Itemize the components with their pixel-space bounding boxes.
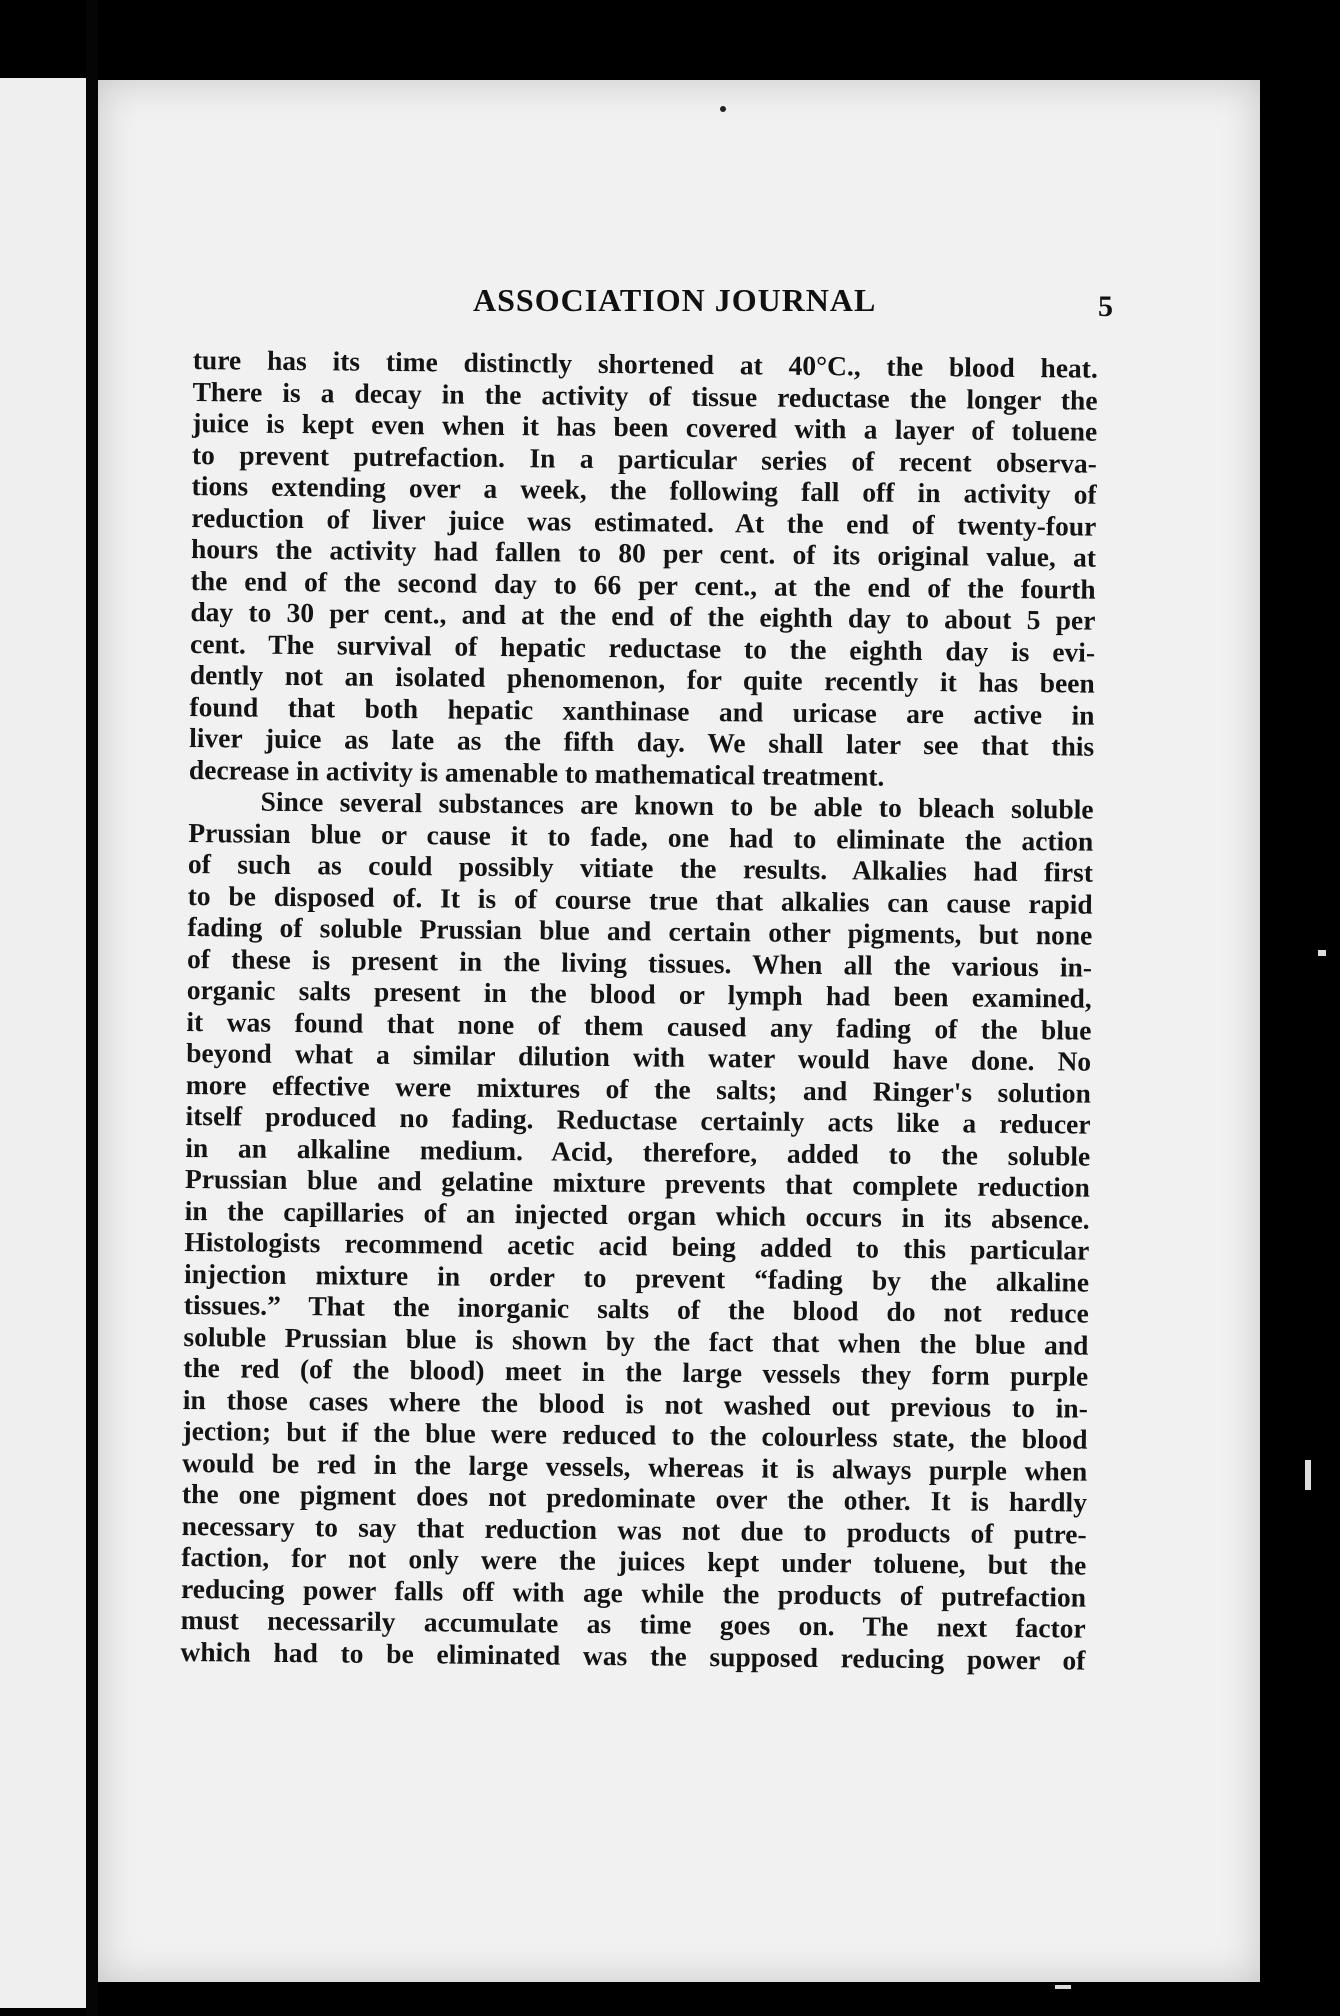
text-line: must necessarily accumulate as time goes on. The next factor [180, 1603, 1086, 1644]
text-line: of such as could possibly vitiate the results. Alkalies had first [187, 847, 1094, 888]
text-line: There is a decay in the activity of tissue reductase the longer the [192, 375, 1098, 416]
text-line: of these is present in the living tissues. When all the various in- [186, 942, 1093, 983]
ink-dot [720, 106, 726, 112]
facing-page-edge [0, 78, 86, 2008]
text-line: injection mixture in order to prevent “fading by the alkaline [183, 1257, 1090, 1298]
text-line: more effective were mixtures of the salts; and Ringer's solution [185, 1068, 1092, 1109]
text-line: Since several substances are known to be able to bleach soluble [260, 785, 1094, 825]
scan-speck [1055, 1985, 1071, 1989]
running-head [98, 282, 1260, 332]
text-line: would be red in the large vessels, whereas it is always purple when [182, 1446, 1088, 1487]
text-line: to be disposed of. It is of course true that alkalies can cause rapid [187, 879, 1093, 920]
text-line: in those cases where the blood is not washed out previous to in- [182, 1383, 1088, 1424]
text-line: the red (of the blood) meet in the large vessels they form purple [183, 1351, 1089, 1392]
text-line: faction, for not only were the juices kept under toluene, but the [181, 1540, 1087, 1581]
text-line: juice is kept even when it has been covered with a layer of toluene [192, 406, 1098, 447]
text-line: found that both hepatic xanthinase and uricase are active in [189, 690, 1095, 731]
text-line: the one pigment does not predominate over the other. It is hardly [181, 1477, 1088, 1518]
text-line: soluble Prussian blue is shown by the fact that when the blue and [183, 1320, 1089, 1361]
text-line: tissues.” That the inorganic salts of the blood do not reduce [183, 1288, 1089, 1329]
text-line: day to 30 per cent., and at the end of the eighth day to about 5 per [190, 595, 1096, 636]
text-line: cent. The survival of hepatic reductase to the eighth day is evi- [189, 627, 1096, 668]
journal-page [98, 80, 1260, 1982]
text-line: reduction of liver juice was estimated. At the end of twenty-four [191, 501, 1097, 542]
text-line: decrease in activity is amenable to mathematical treatment. [188, 753, 885, 792]
text-line: in the capillaries of an injected organ which occurs in its absence. [184, 1194, 1090, 1235]
text-line: jection; but if the blue were reduced to the colourless state, the blood [182, 1414, 1088, 1455]
text-line: organic salts present in the blood or lymph had been examined, [186, 973, 1092, 1014]
text-line: fading of soluble Prussian blue and certain other pigments, but none [187, 910, 1093, 951]
text-line: dently not an isolated phenomenon, for quite recently it has been [189, 658, 1095, 699]
text-line: to prevent putrefaction. In a particular series of recent observa- [191, 438, 1098, 479]
text-line: which had to be eliminated was the supposed reducing power of [180, 1635, 1086, 1676]
text-line: ture has its time distinctly shortened at 40°C., the blood heat. [192, 344, 1098, 384]
text-line: the end of the second day to 66 per cent., at the end of the fourth [190, 564, 1096, 605]
journal-title: ASSOCIATION JOURNAL [473, 282, 877, 318]
text-line: in an alkaline medium. Acid, therefore, added to the soluble [185, 1131, 1091, 1172]
text-line: Histologists recommend acetic acid being added to this particular [184, 1225, 1090, 1266]
text-line: Prussian blue or cause it to fade, one had to eliminate the action [188, 816, 1094, 857]
text-line: tions extending over a week, the following fall off in activity of [191, 469, 1097, 510]
scan-speck [1305, 1460, 1311, 1490]
text-line: reducing power falls off with age while the products of putrefaction [180, 1572, 1087, 1613]
text-line: liver juice as late as the fifth day. We shall later see that this [189, 721, 1095, 762]
text-line: itself produced no fading. Reductase certainly acts like a reducer [185, 1099, 1091, 1140]
text-line: necessary to say that reduction was not due to products of putre- [181, 1509, 1087, 1550]
binding-gutter [86, 0, 98, 2016]
text-line: beyond what a similar dilution with water would have done. No [186, 1036, 1092, 1077]
text-line: hours the activity had fallen to 80 per cent. of its original value, at [190, 532, 1097, 573]
text-line: it was found that none of them caused any fading of the blue [186, 1005, 1092, 1046]
page-number: 5 [1098, 290, 1113, 323]
body-text [180, 344, 1098, 1676]
text-line: Prussian blue and gelatine mixture prevents that complete reduction [184, 1162, 1091, 1203]
scan-speck [1318, 950, 1326, 956]
